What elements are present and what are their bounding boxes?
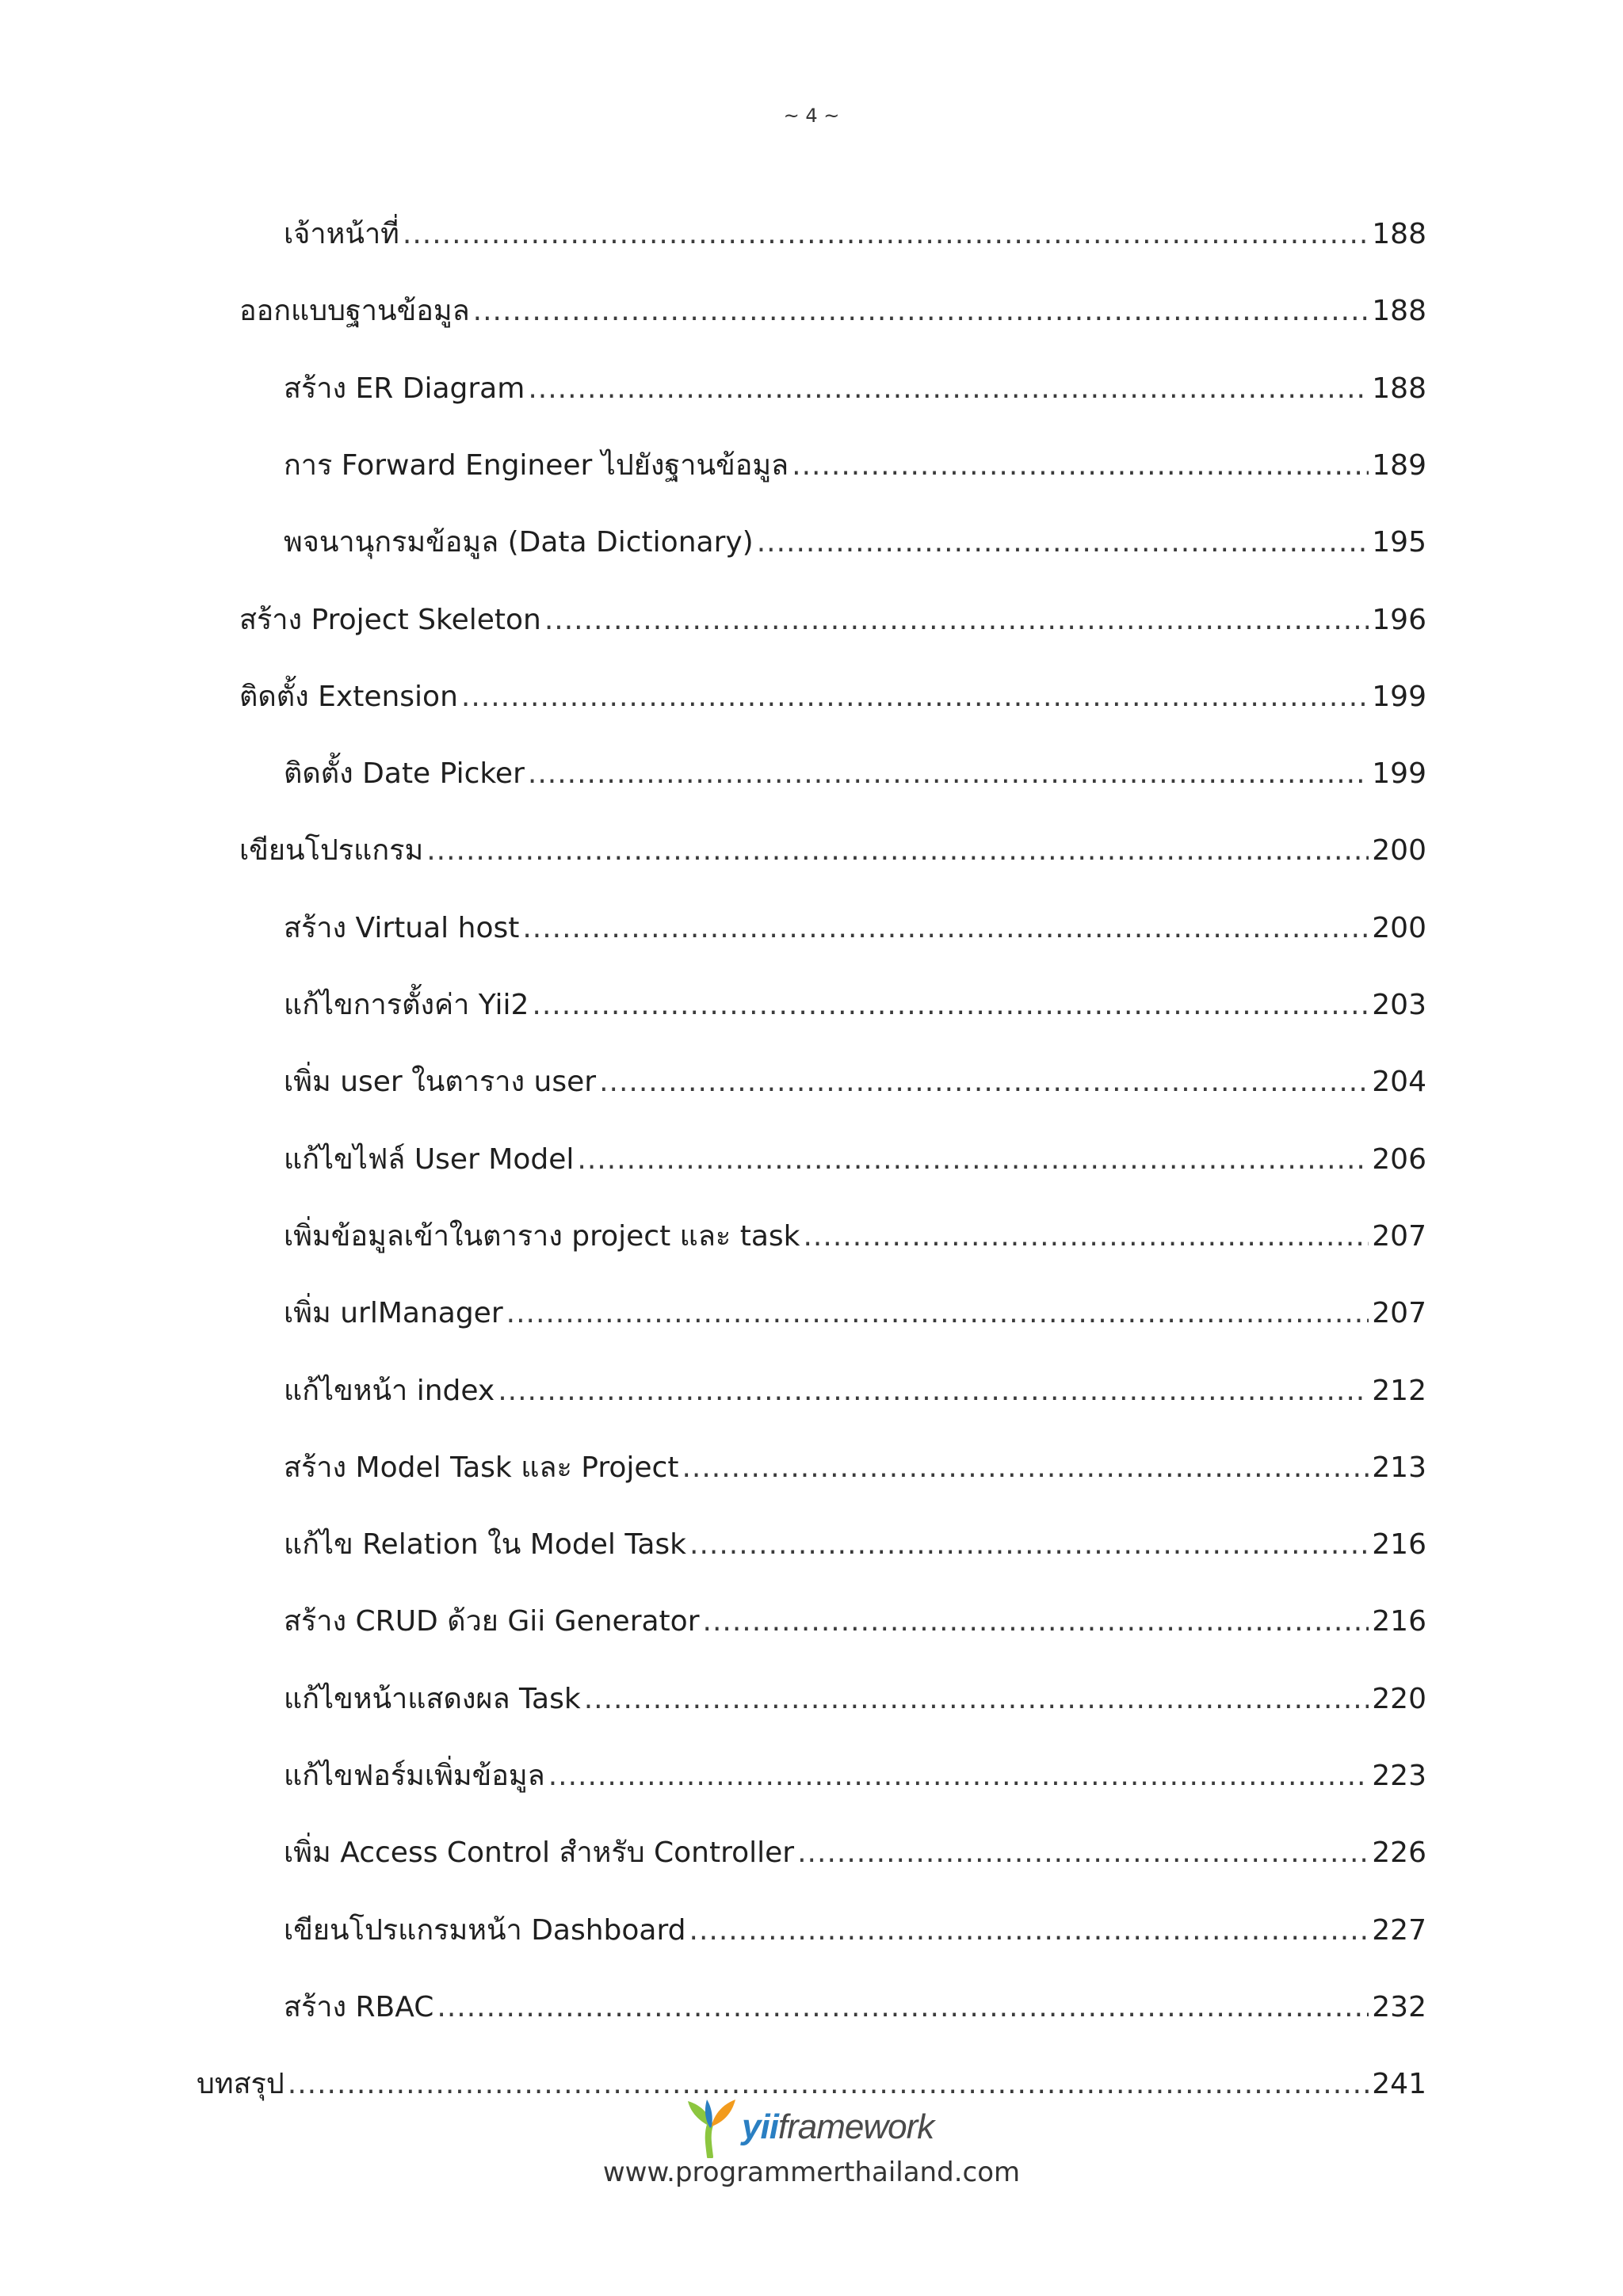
toc-entry-title: บทสรุป [197,2068,285,2101]
toc-dot-leader [528,757,1369,791]
toc-entry-title: แก้ไขหน้า index [284,1374,495,1407]
yii-framework-logo [686,2092,940,2163]
toc-entry[interactable] [284,1130,1426,1177]
toc-entry-page: 216 [1372,1605,1426,1638]
yii-logo-text [742,2107,934,2147]
toc-entry[interactable] [284,975,1426,1023]
toc-entry[interactable] [239,281,1426,329]
toc-entry-page: 200 [1372,834,1426,868]
toc-entry[interactable] [284,1978,1426,2025]
yii-leaf-icon [686,2096,737,2158]
toc-entry[interactable] [239,821,1426,868]
page-number: ~ 4 ~ [783,105,840,127]
toc-entry[interactable] [284,1592,1426,1639]
toc-entry[interactable] [284,1438,1426,1486]
toc-entry-title: สร้าง RBAC [284,1990,434,2023]
toc-entry-page: 241 [1372,2068,1426,2101]
toc-entry-page: 206 [1372,1142,1426,1176]
toc-entry[interactable] [284,1823,1426,1871]
toc-entry[interactable] [284,1901,1426,1948]
toc-dot-leader [522,911,1369,946]
toc-entry[interactable] [284,1283,1426,1331]
toc-entry-title: เพิ่มข้อมูลเข้าในตาราง project และ task [284,1219,800,1253]
toc-entry-page: 212 [1372,1374,1426,1407]
toc-dot-leader [403,217,1369,252]
toc-entry-title: เพิ่ม user ในตาราง user [284,1066,597,1099]
toc-entry-page: 199 [1372,680,1426,713]
toc-entry-page: 223 [1372,1760,1426,1792]
toc-dot-leader [682,1451,1369,1486]
toc-dot-leader [461,680,1369,715]
toc-dot-leader [689,1913,1369,1948]
toc-entry-title: แก้ไขไฟล์ User Model [284,1142,575,1176]
toc-dot-leader [498,1374,1369,1409]
toc-entry-page: 227 [1372,1913,1426,1947]
toc-entry-title: ติดตั้ง Extension [239,680,458,713]
footer-url: www.programmerthailand.com [602,2157,1021,2188]
toc-entry[interactable] [284,1052,1426,1100]
toc-entry-title: แก้ไข Relation ใน Model Task [284,1528,687,1562]
toc-dot-leader [426,833,1369,868]
toc-entry-title: พจนานุกรมข้อมูล (Data Dictionary) [284,526,754,559]
toc-dot-leader [577,1142,1369,1177]
toc-entry[interactable] [284,1515,1426,1562]
toc-dot-leader [437,1990,1369,2025]
toc-dot-leader [548,1759,1369,1794]
toc-entry[interactable] [239,590,1426,638]
toc-entry-title: ติดตั้ง Date Picker [284,757,525,791]
toc-entry-page: 216 [1372,1528,1426,1562]
toc-entry[interactable] [284,513,1426,560]
toc-entry[interactable] [284,744,1426,791]
toc-entry-title: แก้ไขหน้าแสดงผล Task [284,1682,581,1715]
toc-entry-title: สร้าง ER Diagram [284,372,525,405]
toc-entry[interactable] [284,359,1426,406]
toc-dot-leader [797,1836,1369,1871]
toc-dot-leader [506,1296,1369,1331]
toc-entry-title: แก้ไขการตั้งค่า Yii2 [284,989,529,1021]
toc-entry-title: เขียนโปรแกรมหน้า Dashboard [284,1913,686,1947]
toc-entry-title: การ Forward Engineer ไปยังฐานข้อมูล [284,448,789,482]
toc-entry-title: เจ้าหน้าที่ [284,218,399,250]
toc-entry-page: 207 [1372,1219,1426,1253]
toc-entry[interactable] [239,667,1426,715]
toc-entry[interactable] [284,1669,1426,1717]
toc-entry[interactable] [284,1361,1426,1409]
toc-entry-page: 207 [1372,1297,1426,1330]
toc-entry-page: 195 [1372,526,1426,559]
toc-entry-page: 196 [1372,603,1426,636]
toc-entry-page: 203 [1372,989,1426,1021]
toc-entry-page: 188 [1372,295,1426,328]
toc-entry-page: 232 [1372,1990,1426,2023]
toc-dot-leader [792,448,1369,483]
toc-entry-title: เพิ่ม Access Control สำหรับ Controller [284,1836,795,1870]
logo-yii-text: yii [742,2107,778,2146]
toc-entry-title: เพิ่ม urlManager [284,1297,503,1330]
toc-entry-page: 188 [1372,372,1426,405]
toc-dot-leader [528,372,1369,406]
toc-entry-page: 188 [1372,218,1426,250]
logo-framework-text: framework [777,2107,934,2146]
toc-entry[interactable] [284,204,1426,252]
toc-entry[interactable] [284,1746,1426,1794]
toc-entry-page: 213 [1372,1451,1426,1484]
toc-dot-leader [803,1219,1369,1254]
toc-entry-title: แก้ไขฟอร์มเพิ่มข้อมูล [284,1760,545,1792]
toc-dot-leader [689,1527,1369,1562]
toc-entry-title: สร้าง Project Skeleton [239,603,541,636]
toc-entry-page: 226 [1372,1836,1426,1870]
toc-dot-leader [584,1682,1369,1717]
toc-entry-title: สร้าง Model Task และ Project [284,1451,679,1484]
toc-entry-page: 189 [1372,448,1426,482]
toc-entry-title: สร้าง Virtual host [284,911,520,944]
toc-dot-leader [532,988,1369,1023]
toc-entry-page: 204 [1372,1066,1426,1099]
toc-dot-leader [544,603,1369,638]
toc-entry[interactable] [284,1207,1426,1254]
toc-dot-leader [757,525,1369,560]
toc-entry-title: สร้าง CRUD ด้วย Gii Generator [284,1605,700,1638]
toc-entry-page: 200 [1372,911,1426,944]
toc-entry-page: 220 [1372,1682,1426,1715]
toc-entry-title: ออกแบบฐานข้อมูล [239,295,470,328]
toc-entry[interactable] [284,436,1426,483]
toc-entry-page: 199 [1372,757,1426,791]
toc-dot-leader [473,294,1369,329]
toc-dot-leader [599,1065,1369,1100]
toc-entry[interactable] [284,898,1426,946]
toc-entry-title: เขียนโปรแกรม [239,834,424,868]
toc-dot-leader [703,1604,1369,1639]
